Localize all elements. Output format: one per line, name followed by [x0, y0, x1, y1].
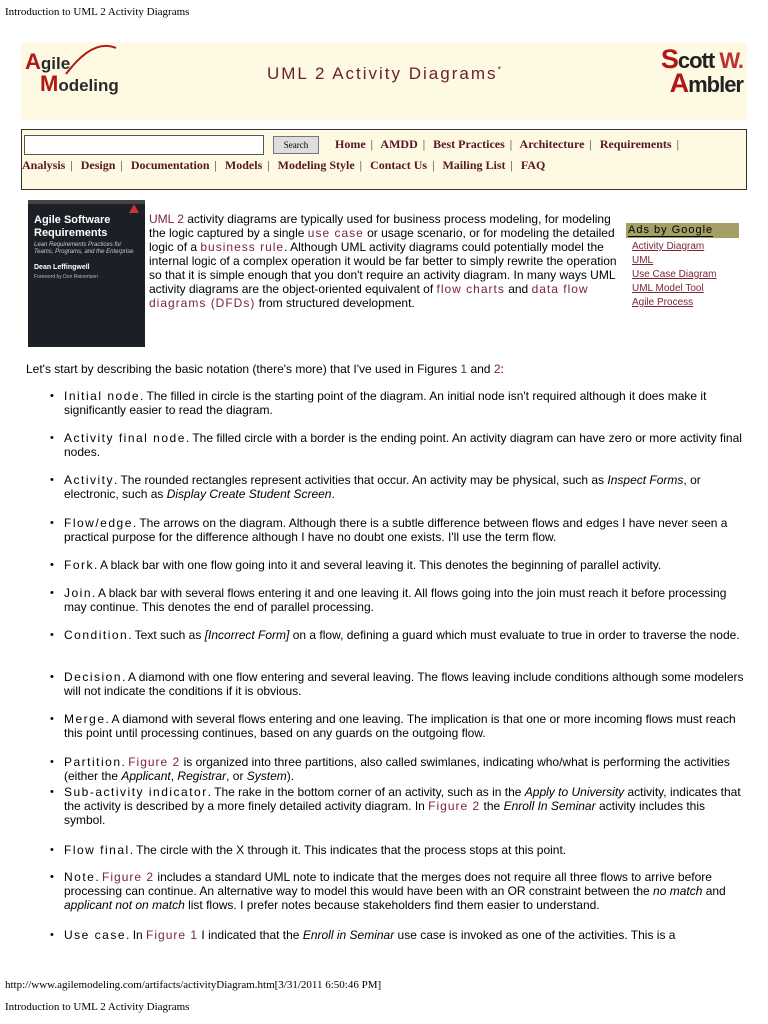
use-case-link[interactable]: use case [307, 226, 364, 240]
figure-1-link[interactable]: Figure 1 [146, 928, 199, 942]
nav-modeling-style[interactable]: Modeling Style [277, 158, 355, 172]
ad-link-use-case-diagram[interactable]: Use Case Diagram [632, 269, 717, 280]
intro-paragraph: UML 2 activity diagrams are typically used for business process modeling, for modeling the logic captured by a single use case or usage scenario, or for modeling the detailed logic of a business rule. Although UML activity diagrams could potentially model the internal logic of a complex operation it would be far better to simply rewrite the operation so that it is simple enough that you don't require an activity diagram. In many ways UML activity diagrams are the object-oriented equivalent of flow charts and data flow diagrams (DFDs) from structured development. [149, 212, 617, 310]
site-banner [21, 42, 747, 120]
logo-letter: A [669, 68, 689, 98]
list-item-flow-final: • Flow final. The circle with the X through it. This indicates that the process stops at this point. [64, 843, 744, 857]
list-item-use-case: • Use case. In Figure 1 I indicated that the Enroll in Seminar use case is invoked as one of the activities. This is a [64, 928, 744, 942]
logo-text: cott [677, 48, 715, 73]
list-item-initial-node: • Initial node. The filled in circle is the starting point of the diagram. An initial node isn't required although it does make it significantly easier to read the diagram. [64, 389, 744, 417]
logo-letter: M [40, 71, 59, 96]
figure-2-link[interactable]: Figure 2 [102, 870, 155, 884]
logo-letter: A [25, 49, 41, 74]
nav-row-1: Home | AMDD | Best Practices | Architecture | Requirements | [335, 137, 679, 151]
list-item-fork: • Fork. A black bar with one flow going into it and several leaving it. This denotes the beginning of parallel activity. [64, 558, 744, 572]
nav-design[interactable]: Design [80, 158, 116, 172]
page-title: UML 2 Activity Diagrams* [266, 64, 502, 83]
list-item-activity-final-node: • Activity final node. The filled circle with a border is the ending point. An activity diagram can have zero or more activity final nodes. [64, 431, 744, 459]
nav-home[interactable]: Home [335, 137, 366, 151]
list-item-flow-edge: • Flow/edge. The arrows on the diagram. Although there is a subtle difference between flows and edges I have never seen a practical purpose for the difference although I have no doubt one exists. I'll use the term flow. [64, 516, 744, 544]
nav-requirements[interactable]: Requirements [599, 137, 672, 151]
nav-best-practices[interactable]: Best Practices [433, 137, 505, 151]
nav-analysis[interactable]: Analysis [22, 158, 66, 172]
ad-link-agile-process[interactable]: Agile Process [632, 297, 694, 308]
logo-letter: S [660, 44, 678, 74]
ad-link-uml[interactable]: UML [632, 255, 654, 266]
nav-amdd[interactable]: AMDD [380, 137, 418, 151]
publisher-logo-icon [129, 204, 139, 213]
uml2-link[interactable]: UML 2 [149, 212, 184, 226]
logo-text: gile [40, 54, 71, 73]
print-header-title-next-page: Introduction to UML 2 Activity Diagrams [5, 1001, 190, 1013]
flow-charts-link[interactable]: flow charts [436, 282, 505, 296]
ad-link-uml-model-tool[interactable]: UML Model Tool [632, 283, 704, 294]
ad-link-activity-diagram[interactable]: Activity Diagram [632, 241, 705, 252]
nav-models[interactable]: Models [224, 158, 263, 172]
search-button[interactable]: Search [273, 136, 319, 154]
dfd-link[interactable]: data flow diagrams (DFDs) [149, 282, 589, 310]
figure-2-link[interactable]: 2 [493, 362, 501, 376]
book-stripe [28, 200, 145, 204]
navigation-bar [21, 129, 747, 190]
list-item-note: • Note. Figure 2 includes a standard UML note to indicate that the merges does not require all three flows to arrive before processing can continue. An alternative way to model this would have been with an OR constraint between the no match and applicant not on match list flows. I prefer notes because stakeholders find them easier to understand. [64, 870, 744, 912]
scott-ambler-logo[interactable] [660, 44, 743, 98]
logo-text: mbler [688, 72, 743, 97]
logo-text: W. [719, 48, 743, 73]
business-rule-link[interactable]: business rule [200, 240, 285, 254]
nav-mailing-list[interactable]: Mailing List [442, 158, 506, 172]
lead-sentence: Let's start by describing the basic notation (there's more) that I've used in Figures 1 and 2: [26, 362, 504, 376]
nav-documentation[interactable]: Documentation [130, 158, 210, 172]
book-title: Agile Software Requirements [34, 214, 111, 239]
nav-row-2: Analysis | Design | Documentation | Models | Modeling Style | Contact Us | Mailing List | FAQ [22, 158, 546, 172]
print-header-title: Introduction to UML 2 Activity Diagrams [5, 6, 190, 18]
book-author: Dean Leffingwell [34, 264, 90, 271]
google-ads-box [626, 223, 739, 311]
logo-text: odeling [58, 76, 119, 95]
print-footer-url: http://www.agilemodeling.com/artifacts/activityDiagram.htm[3/31/2011 6:50:46 PM] [5, 979, 382, 991]
book-foreword: Foreword by Don Reinertsen [34, 274, 98, 280]
list-item-join: • Join. A black bar with several flows entering it and one leaving it. All flows going into the join must reach it before processing may continue. This denotes the end of parallel processing. [64, 586, 744, 614]
list-item-merge: • Merge. A diamond with several flows entering and one leaving. The implication is that one or more incoming flows must reach this point until processing continues, based on any guards on the outgoing flow. [64, 712, 744, 740]
figure-2-link[interactable]: Figure 2 [128, 755, 181, 769]
list-item-condition: • Condition. Text such as [Incorrect Form] on a flow, defining a guard which must evaluate to true in order to traverse the node. [64, 628, 744, 642]
list-item-activity: • Activity. The rounded rectangles represent activities that occur. An activity may be physical, such as Inspect Forms, or electronic, such as Display Create Student Screen. [64, 473, 744, 501]
search-input[interactable] [24, 135, 264, 155]
nav-contact-us[interactable]: Contact Us [370, 158, 428, 172]
figure-1-link[interactable]: 1 [460, 362, 468, 376]
figure-2-link[interactable]: Figure 2 [428, 799, 481, 813]
nav-faq[interactable]: FAQ [520, 158, 546, 172]
nav-architecture[interactable]: Architecture [519, 137, 585, 151]
list-item-decision: • Decision. A diamond with one flow entering and several leaving. The flows leaving include conditions although some modelers will not indicate the conditions if it is obvious. [64, 670, 744, 698]
ads-title[interactable]: Ads by Google [626, 223, 739, 238]
list-item-partition: • Partition. Figure 2 is organized into three partitions, also called swimlanes, indicating who/what is performing the activities (either the Applicant, Registrar, or System). [64, 755, 744, 783]
list-item-sub-activity-indicator: • Sub-activity indicator. The rake in the bottom corner of an activity, such as in the Apply to University activity, indicates that the activity is described by a more finely detailed activity diagram. In Figure 2 the Enroll In Seminar activity includes this symbol. [64, 785, 744, 827]
book-subtitle: Lean Requirements Practices for Teams, Programs, and the Enterprise [34, 242, 134, 255]
book-cover-ad[interactable] [28, 200, 145, 347]
